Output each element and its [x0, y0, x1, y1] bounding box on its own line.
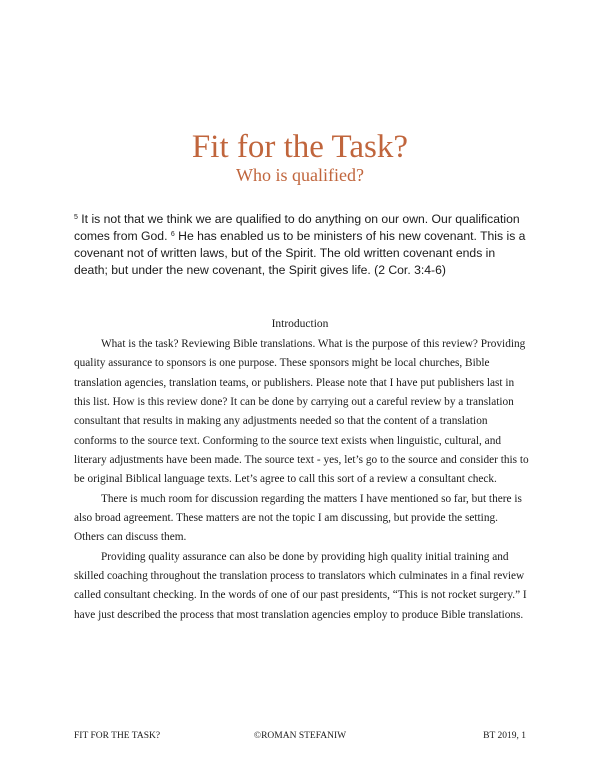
footer-page-number: BT 2019, 1 — [483, 731, 526, 741]
verse-number: 6 — [170, 231, 175, 238]
scripture-quote — [74, 211, 529, 279]
footer-copyright: ©ROMAN STEFANIW — [253, 731, 347, 741]
verse-text: It is not that we think we are qualified to do anything on our own. Our qualification comes from God. — [74, 212, 520, 243]
footer-title: FIT FOR THE TASK? — [74, 731, 161, 741]
paragraph: There is much room for discussion regarding the matters I have mentioned so far, but there is also broad agreement. These matters are not the topic I am discussing, but provide the setting. Others can discuss them. — [74, 492, 522, 544]
section-heading: Introduction — [271, 318, 329, 330]
page-subtitle: Who is qualified? — [236, 165, 364, 185]
paragraph: What is the task? Reviewing Bible translations. What is the purpose of this review? Providing quality assurance to sponsors is one purpose. These sponsors might be local churches, Bible translation agencies, translation teams, or publishers. Please note that I have put publishers last in this list. How is this review done? It can be done by carrying out a careful review by a translation consultant that results in making any adjustments needed so that the content of a translation conforms to the source text. Conforming to the source text exists when linguistic, cultural, and literary adjustments have been made. The source text - yes, let’s go to the source and consider this to be original Biblical language texts. Let’s agree to call this sort of a review a consultant check. — [74, 338, 529, 486]
paragraph: Providing quality assurance can also be done by providing high quality initial training and skilled coaching throughout the translation process to translators which culminates in a final review called consultant checking. In the words of one of our past presidents, “This is not rocket surgery.” I have just described the process that most translation agencies employ to produce Bible translations. — [74, 550, 527, 621]
page-title: Fit for the Task? — [191, 129, 409, 165]
body-text — [74, 335, 530, 625]
verse-text: He has enabled us to be ministers of his new covenant. This is a covenant not of written laws, but of the Spirit. The old written covenant ends in death; but under the new covenant, the Spirit gives life. (2 Cor. 3:4-6) — [74, 229, 526, 277]
verse-number: 5 — [74, 214, 78, 221]
